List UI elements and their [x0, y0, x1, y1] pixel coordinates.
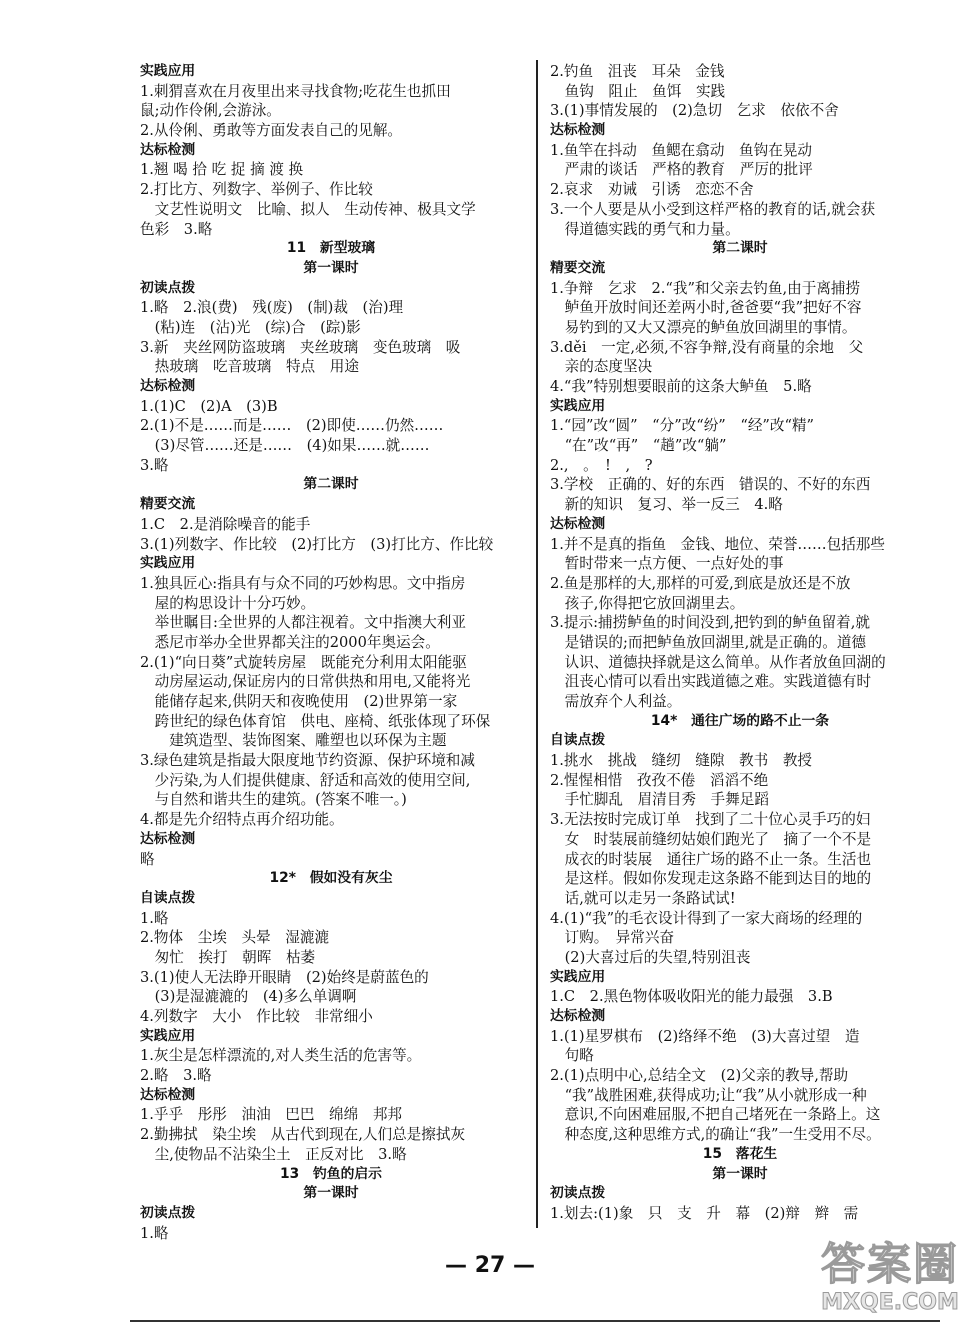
answer-line: 沮丧心情可以看出实践道德之难。实践道德有时	[550, 673, 872, 691]
page-number: — 27 —	[445, 1253, 535, 1278]
section-heading: 初读点拨	[140, 279, 196, 296]
section-heading: 达标检测	[140, 378, 196, 394]
section-heading: 精要交流	[550, 259, 606, 276]
answer-line: 1.(1)星罗棋布 (2)络绎不绝 (3)大喜过望 造	[550, 1027, 860, 1045]
answer-line: 3.无法按时完成订单 找到了二十位心灵手巧的妇	[550, 811, 871, 829]
answer-line: 1.争辩 乞求 2.“我”和父亲去钓鱼,由于离捕捞	[550, 279, 861, 297]
answer-line: 3.绿色建筑是指最大限度地节约资源、保护环境和减	[140, 752, 475, 770]
answer-line: 2.(1)点明中心,总结全文 (2)父亲的教导,帮助	[550, 1067, 849, 1085]
answer-line: 3.(1)事情发展的 (2)急切 乞求 依依不舍	[550, 102, 839, 120]
answer-line: 1.鱼竿在抖动 鱼鳃在翕动 鱼钩在晃动	[550, 141, 813, 159]
section-heading: 初读点拨	[550, 1185, 606, 1202]
answer-line: 认识、道德抉择就是这么简单。从作者放鱼回湖的	[550, 653, 886, 671]
lesson-title: 第一课时	[303, 1185, 359, 1202]
answer-line: 与自然和谐共生的建筑。(答案不唯一。)	[140, 791, 407, 809]
answer-line: 匆忙 挨打 朝晖 枯萎	[140, 948, 316, 966]
section-heading: 实践应用	[550, 968, 606, 985]
section-heading: 精要交流	[140, 496, 196, 513]
lesson-title: 第二课时	[303, 476, 359, 493]
answer-line: 尘,使物品不沾染尘土 正反对比 3.略	[140, 1145, 407, 1163]
answer-line: “我”战胜困难,获得成功;让“我”从小就形成一种	[550, 1086, 867, 1104]
answer-line: 1.划去:(1)象 只 支 升 幕 (2)辩 辫 需	[550, 1204, 859, 1222]
answer-line: 句略	[550, 1047, 594, 1065]
answer-line: 需放弃个人利益。	[550, 693, 682, 710]
answer-line: 2.(1)“向日葵”式旋转房屋 既能充分利用太阳能驱	[140, 653, 467, 671]
lesson-title: 13 钓鱼的启示	[280, 1165, 382, 1182]
answer-line: 2., 。 ! , ?	[550, 456, 653, 474]
answer-line: 文艺性说明文 比喻、拟人 生动传神、极具文学	[140, 200, 476, 218]
answer-line: 屋的构思设计十分巧妙。	[140, 594, 316, 612]
lesson-title: 第一课时	[303, 259, 359, 276]
answer-line: 2.钓鱼 沮丧 耳朵 金钱	[550, 63, 725, 80]
column-divider	[536, 60, 538, 1228]
answer-line: 动房屋运动,保证房内的日常供热和用电,又能将光	[140, 673, 471, 691]
answer-line: 意识,不向困难屈服,不把自己堵死在一条路上。这	[550, 1106, 881, 1124]
answer-line: 色彩 3.略	[140, 220, 213, 238]
section-heading: 达标检测	[140, 1086, 196, 1103]
answer-line: 1.刺猬喜欢在月夜里出来寻找食物;吃花生也抓田	[140, 82, 451, 100]
answer-line: 1.乎乎 彤彤 油油 巴巴 绵绵 邦邦	[140, 1106, 403, 1124]
answer-line: 鼠;动作伶俐,会游泳。	[140, 102, 281, 120]
answer-line: 3.(1)使人无法睁开眼睛 (2)始终是蔚蓝色的	[140, 968, 429, 986]
answer-line: 暂时带来一点方便、一点好处的事	[550, 555, 784, 573]
lesson-title: 14* 通往广场的路不止一条	[650, 712, 830, 729]
answer-line: 3.提示:捕捞鲈鱼的时间没到,把钓到的鲈鱼留着,就	[550, 614, 870, 632]
lesson-title: 11 新型玻璃	[286, 240, 376, 257]
answer-line: 1.挑水 挑战 缝纫 缝隙 教书 教授	[550, 752, 813, 770]
answer-line: 1.“园”改“圆” “分”改“纷” “经”改“精”	[550, 417, 814, 435]
section-heading: 达标检测	[140, 830, 196, 847]
answer-line: 2.略 3.略	[140, 1067, 212, 1085]
answer-line: 4.“我”特别想要眼前的这条大鲈鱼 5.略	[550, 378, 812, 395]
left-column	[140, 62, 522, 1243]
answer-line: 女 时装展前缝纫姑娘们跑光了 摘了一个不是	[550, 830, 872, 848]
answer-line: 是这样。假如你发现走这条路不能到达目的地的	[550, 870, 872, 888]
answer-line: 1.C 2.是消除噪音的能手	[140, 515, 311, 533]
answer-line: 孩子,你得把它放回湖里去。	[550, 594, 745, 612]
answer-line: 鲈鱼开放时间还差两小时,爸爸要“我”把好不容	[550, 299, 862, 317]
answer-line: (3)尽管……还是…… (4)如果……就……	[140, 437, 430, 455]
answer-line: 4.(1)“我”的毛衣设计得到了一家大商场的经理的	[550, 909, 863, 927]
section-heading: 实践应用	[140, 63, 196, 79]
answer-line: 2.(1)不是……而是…… (2)即使……仍然……	[140, 417, 444, 435]
answer-line: 1.(1)C (2)A (3)B	[140, 397, 278, 415]
answer-line: 是错误的;而把鲈鱼放回湖里,就是正确的。道德	[550, 633, 867, 651]
lesson-title: 15 落花生	[702, 1145, 778, 1162]
answer-line: 跨世纪的绿色体育馆 供电、座椅、纸张体现了环保	[140, 712, 491, 730]
answer-line: 2.从伶俐、勇敢等方面发表自己的见解。	[140, 122, 403, 140]
answer-line: 得道德实践的勇气和力量。	[550, 220, 740, 238]
section-heading: 达标检测	[140, 141, 196, 158]
answer-line: (3)是湿漉漉的 (4)多么单调啊	[140, 988, 357, 1006]
answer-line: 易钓到的又大又漂亮的鲈鱼放回湖里的事情。	[550, 318, 857, 336]
answer-line: 建筑造型、装饰图案、雕塑也以环保为主题	[140, 732, 447, 750]
watermark-logo-text: 答案圈	[821, 1239, 959, 1290]
answer-line: 2.鱼是那样的大,那样的可爱,到底是放还是不放	[550, 574, 851, 592]
answer-line: 亲的态度坚决	[550, 358, 653, 376]
answer-line: 1.并不是真的指鱼 金钱、地位、荣誉……包括那些	[550, 535, 885, 553]
answer-line: 1.略	[140, 1224, 169, 1242]
lesson-title: 12* 假如没有灰尘	[269, 870, 393, 887]
answer-line: 热玻璃 吃音玻璃 特点 用途	[140, 358, 359, 376]
answer-line: 1.略 2.浪(费) 残(废) (制)裁 (治)理	[140, 299, 404, 317]
right-column	[550, 62, 930, 1224]
watermark-url: MXQE.COM	[821, 1290, 959, 1315]
answer-line: 3.一个人要是从小受到这样严格的教育的话,就会获	[550, 200, 876, 218]
answer-line: 能储存起来,供阴天和夜晚使用 (2)世界第一家	[140, 693, 458, 710]
answer-line: 种态度,这种思维方式,的确让“我”一生受用不尽。	[550, 1126, 881, 1144]
section-heading: 实践应用	[550, 397, 606, 414]
answer-line: 1.略	[140, 909, 169, 927]
answer-line: 略	[140, 850, 155, 868]
answer-line: (粘)连 (沾)光 (综)合 (踪)影	[140, 318, 361, 336]
answer-line: 订购。 异常兴奋	[550, 929, 675, 947]
answer-line: 2.哀求 劝诫 引诱 恋恋不舍	[550, 181, 754, 199]
answer-line: 严肃的谈话 严格的教育 严厉的批评	[550, 161, 813, 179]
section-heading: 达标检测	[550, 515, 606, 532]
answer-line: 4.列数字 大小 作比较 非常细小	[140, 1008, 373, 1025]
section-heading: 自读点拨	[140, 889, 196, 906]
answer-line: 2.惺惺相惜 孜孜不倦 滔滔不绝	[550, 771, 769, 789]
watermark-logo	[805, 1228, 975, 1328]
answer-line: 2.打比方、列数字、举例子、作比较	[140, 181, 373, 199]
section-heading: 实践应用	[140, 555, 196, 572]
answer-line: 1.灰尘是怎样漂流的,对人类生活的危害等。	[140, 1047, 422, 1065]
answer-line: 成衣的时装展 通往广场的路不止一条。生活也	[550, 850, 872, 868]
answer-line: 3.学校 正确的、好的东西 错误的、不好的东西	[550, 476, 871, 494]
section-heading: 自读点拨	[550, 732, 606, 749]
answer-line: (2)大喜过后的失望,特别沮丧	[550, 948, 751, 966]
answer-line: 话,就可以走另一条路试试!	[550, 889, 736, 907]
answer-line: 3.(1)列数字、作比较 (2)打比方 (3)打比方、作比较	[140, 535, 494, 553]
answer-line: 2.物体 尘埃 头晕 湿漉漉	[140, 929, 330, 947]
answer-line: 1.C 2.黑色物体吸收阳光的能力最强 3.B	[550, 988, 833, 1006]
lesson-title: 第一课时	[712, 1165, 768, 1182]
answer-line: 1.独具匠心:指具有与众不同的巧妙构思。文中指房	[140, 574, 466, 592]
answer-line: 4.都是先介绍特点再介绍功能。	[140, 811, 344, 829]
answer-line: 3.新 夹丝网防盗玻璃 夹丝玻璃 变色玻璃 吸	[140, 338, 461, 356]
answer-line: 3.略	[140, 456, 169, 474]
answer-line: 鱼钩 阻止 鱼饵 实践	[550, 82, 726, 100]
lesson-title: 第二课时	[712, 240, 768, 257]
answer-line: 少污染,为人们提供健康、舒适和高效的使用空间,	[140, 771, 471, 789]
answer-line: 举世瞩目:全世界的人都注视着。文中指澳大利亚	[140, 614, 466, 632]
answer-line: 3.děi 一定,必须,不容争辩,没有商量的余地 父	[550, 338, 864, 356]
answer-line: 悉尼市举办全世界都关注的2000年奥运会。	[140, 633, 440, 651]
answer-line: 2.勤拂拭 染尘埃 从古代到现在,人们总是擦拭灰	[140, 1126, 466, 1144]
answer-line: 1.翘 喝 拾 吃 捉 摘 渡 换	[140, 161, 304, 179]
answer-line: “在”改“再” “趟”改“躺”	[550, 437, 727, 455]
section-heading: 达标检测	[550, 1008, 606, 1024]
section-heading: 达标检测	[550, 122, 606, 139]
section-heading: 实践应用	[140, 1027, 196, 1044]
answer-line: 手忙脚乱 眉清目秀 手舞足蹈	[550, 791, 769, 809]
answer-line: 新的知识 复习、举一反三 4.略	[550, 496, 783, 514]
section-heading: 初读点拨	[140, 1204, 196, 1221]
